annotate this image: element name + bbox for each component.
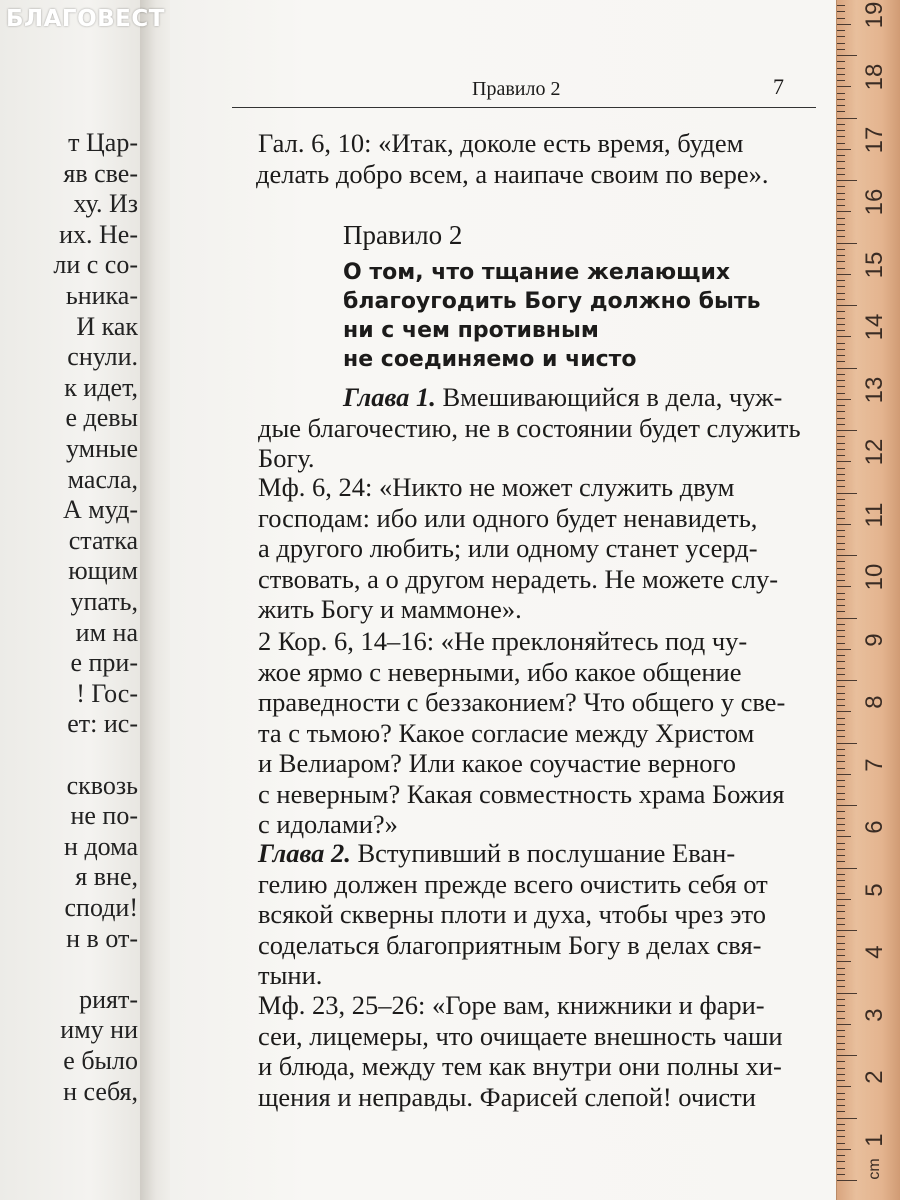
left-page-line: им на [75,617,138,647]
ruler-tick [837,268,845,269]
ruler-tick [837,893,845,894]
left-page [0,0,150,1200]
ruler-tick [837,1168,845,1169]
ruler-tick [837,499,845,500]
text-line: та с тьмою? Какое согласие между Христом [258,717,755,748]
ruler-tick [837,168,845,169]
ruler-tick [837,680,857,681]
ruler-tick [837,630,845,631]
text-line [258,382,820,413]
ruler-tick [837,1124,845,1125]
ruler-tick [837,311,845,312]
ruler-label: 6 [861,820,888,834]
text-line: а другого любить; или одному станет усерд- [258,533,758,563]
ruler-tick [837,1005,845,1006]
ruler-tick [837,655,845,656]
ruler-tick [837,468,845,469]
chapter-1 [258,382,820,474]
ruler-label: 4 [861,945,888,959]
ruler-tick [837,980,845,981]
ruler-tick [837,199,845,200]
ruler-tick [837,236,845,237]
ruler-tick [837,430,857,431]
ruler-tick [837,343,845,344]
ruler-tick [837,99,845,100]
ruler-tick [837,574,845,575]
rule-title [343,258,783,374]
left-page-line: упать, [70,587,138,616]
text-line: соделаться благоприятным Богу в делах свя- [258,929,762,960]
ruler-tick [837,543,845,544]
left-page-line: е девы [65,403,138,433]
ruler-tick [837,986,845,987]
ruler-tick [837,911,845,912]
left-page-line: не по- [70,801,138,831]
ruler-tick [837,1068,845,1069]
ruler-tick [837,711,851,712]
ruler-tick [837,605,845,606]
ruler-tick [837,80,845,81]
ruler-tick [837,299,845,300]
ruler-tick [837,30,845,31]
left-page-line: т Цар- [68,128,138,157]
ruler-tick [837,74,845,75]
ruler-label: 15 [861,251,888,278]
ruler-tick [837,1074,845,1075]
ruler-tick [837,1155,845,1156]
text-line: Мф. 6, 24: «Никто не может служить двум [258,472,735,502]
ruler-tick [837,486,845,487]
text-line: и Велиаром? Или какое соучастие верного [258,748,736,778]
ruler-tick [837,930,857,931]
left-page-line: иму ни [60,1015,138,1045]
ruler-tick [837,649,851,650]
ruler-tick [837,461,851,462]
ruler-tick [837,561,845,562]
ruler-tick [837,786,845,787]
ruler-tick [837,1036,845,1037]
ruler-tick [837,449,845,450]
ruler-tick [837,111,845,112]
text-line: Гал. 6, 10: «Итак, доколе есть время, будем [258,128,744,158]
ruler-tick [837,1149,851,1150]
left-page-line: ху. Из [73,189,138,219]
ruler-tick [837,68,845,69]
left-page-line: их. Не- [59,219,138,249]
ruler-tick [837,668,845,669]
text-line: тыни. [258,960,323,990]
ruler-tick [837,824,845,825]
ruler-tick [837,880,845,881]
ruler-tick [837,961,851,962]
ruler-tick [837,411,845,412]
left-page-line: яв све- [63,158,138,188]
ruler-tick [837,636,845,637]
ruler-tick [837,324,845,325]
ruler-tick [837,368,857,369]
ruler-tick [837,249,845,250]
ruler-label: 13 [861,376,888,403]
ruler-tick [837,761,845,762]
ruler-tick [837,118,857,119]
watermark-logo: БЛАГОВЕСТ [6,6,165,32]
ruler-tick [837,386,845,387]
ruler-tick [837,11,845,12]
ruler-tick [837,1049,845,1050]
ruler-tick [837,1180,857,1181]
ruler-tick [837,593,845,594]
ruler-tick [837,718,845,719]
left-page-line: снули. [67,342,138,372]
ruler-tick [837,374,845,375]
running-head-title: Правило 2 [472,78,561,100]
ruler-tick [837,524,851,525]
ruler-tick [837,861,845,862]
ruler-tick [837,611,845,612]
ruler-tick [837,1011,845,1012]
ruler-tick [837,549,845,550]
ruler-tick [837,161,845,162]
text-line: и блюда, между тем как внутри они полны хи- [258,1051,782,1081]
ruler-tick [837,955,845,956]
ruler-tick [837,536,845,537]
ruler-label: 1 [861,1132,888,1147]
chapter-2 [258,838,820,991]
ruler-tick [837,349,845,350]
ruler-tick [837,355,845,356]
ruler-tick [837,780,845,781]
text-line: с неверным? Какая совместность храма Божия [258,778,785,809]
ruler-tick [837,149,851,150]
running-head [232,74,816,104]
ruler-tick [837,755,845,756]
ruler-tick [837,5,845,6]
ruler-tick [837,455,845,456]
ruler-tick [837,730,845,731]
ruler-tick [837,868,857,869]
text-line: щения и неправды. Фарисей слепой! очисти [258,1081,756,1112]
ruler-tick [837,724,845,725]
ruler-tick [837,924,845,925]
ruler-tick [837,443,845,444]
ruler-tick [837,255,845,256]
ruler-tick [837,618,857,619]
ruler-tick [837,230,845,231]
ruler-tick [837,361,845,362]
text-line: ствовать, а о другом нерадеть. Не можете слу- [258,563,779,594]
ruler-tick [837,336,851,337]
left-page-line: ьника- [65,281,138,310]
ruler-tick [837,505,845,506]
ruler-tick [837,193,845,194]
ruler-tick [837,424,845,425]
ruler-tick [837,993,857,994]
ruler-label: 7 [861,757,888,772]
ruler-tick [837,93,845,94]
text-line: всякой скверны плоти и духа, чтобы чрез это [258,899,766,929]
left-page-line: е было [63,1046,138,1075]
ruler-tick [837,736,845,737]
left-page-line: ющим [68,556,138,586]
left-page-line: е при- [70,648,138,678]
ruler-tick [837,530,845,531]
text-line: дые благочестию, не в состоянии будет служить [258,412,801,443]
text-line: жить Богу и маммоне». [258,594,522,624]
verse-galatians [258,128,820,189]
ruler-tick [837,105,845,106]
left-page-line: н в от- [66,923,138,953]
ruler-tick [837,905,845,906]
ruler-tick [837,393,845,394]
ruler-tick [837,1086,851,1087]
left-page-line: ! Гос- [76,678,138,708]
ruler-tick [837,580,845,581]
header-rule [232,107,816,108]
ruler-tick [837,586,851,587]
ruler-tick [837,686,845,687]
rule-label: Правило 2 [343,220,463,250]
text-fragment: Вмешивающийся в дела, чуж- [435,382,783,412]
ruler-tick [837,280,845,281]
ruler-tick [837,399,851,400]
ruler-tick [837,1105,845,1106]
ruler-tick [837,1024,851,1025]
ruler-tick [837,874,845,875]
ruler-tick [837,1174,845,1175]
ruler-tick [837,674,845,675]
chapter-label: Глава 2. [258,838,351,868]
ruler-unit-label: cm [866,1158,883,1180]
ruler-tick [837,768,845,769]
ruler-label: 11 [861,502,888,527]
text-line: с идолами?» [258,809,398,839]
ruler-tick [837,293,845,294]
ruler-tick [837,849,845,850]
ruler-tick [837,749,845,750]
ruler-tick [837,511,845,512]
ruler-label: 3 [861,1007,888,1022]
ruler-tick [837,1093,845,1094]
ruler-tick [837,180,857,181]
ruler-tick [837,43,845,44]
ruler-tick [837,130,845,131]
left-page-line: А муд- [63,495,138,525]
text-line: праведности с беззаконием? Что общего у све- [258,687,786,717]
page-number: 7 [773,74,784,99]
ruler-tick [837,1130,845,1131]
left-page-line: умные [65,434,138,463]
text-line: Мф. 23, 25–26: «Горе вам, книжники и фари- [258,990,765,1020]
rule-title-line: О том, что тщание желающих [343,260,731,285]
ruler-tick [837,1018,845,1019]
ruler-tick [837,949,845,950]
ruler-tick [837,743,857,744]
ruler-tick [837,968,845,969]
ruler-tick [837,305,857,306]
ruler-tick [837,205,845,206]
text-line: Богу. [258,443,315,473]
ruler-tick [837,518,845,519]
left-page-line: к идет, [64,372,138,402]
ruler-tick [837,568,845,569]
ruler-tick [837,274,851,275]
ruler-tick [837,55,857,56]
rule-title-line: ни с чем противным [343,318,599,343]
ruler-tick [837,380,845,381]
ruler-tick [837,418,845,419]
left-page-line: ет: ис- [67,709,138,739]
ruler-tick [837,286,845,287]
text-line: гелию должен прежде всего очистить себя от [258,868,768,899]
ruler-tick [837,1136,845,1137]
ruler-label: 12 [861,438,888,466]
ruler-tick [837,1061,845,1062]
ruler-tick [837,774,851,775]
ruler-tick [837,599,845,600]
ruler-tick [837,224,845,225]
text-fragment: Вступивший в послушание Еван- [350,838,736,868]
ruler-tick [837,243,857,244]
ruler-tick [837,1080,845,1081]
ruler-tick [837,436,845,437]
ruler-tick [837,555,857,556]
ruler-tick [837,811,845,812]
left-page-line: н дома [64,831,138,861]
ruler-tick [837,799,845,800]
ruler-tick [837,1099,845,1100]
left-page-line: статка [68,525,138,555]
ruler-tick [837,830,845,831]
left-page-line: сквозь [66,770,138,800]
ruler-tick [837,899,851,900]
ruler-tick [837,493,857,494]
ruler-tick [837,124,845,125]
ruler-label: 19 [861,1,888,28]
ruler-label: 8 [861,695,888,709]
ruler-tick [837,974,845,975]
left-page-line: ли с со- [53,250,138,280]
ruler-tick [837,318,845,319]
ruler-tick [837,86,851,87]
ruler-tick [837,843,845,844]
ruler-tick [837,836,851,837]
ruler-tick [837,886,845,887]
text-line: жое ярмо с неверными, ибо какое общение [258,656,742,687]
ruler-tick [837,1030,845,1031]
ruler-label: 9 [861,632,888,647]
ruler-tick [837,936,845,937]
left-page-line: рият- [79,984,138,1014]
ruler-tick [837,186,845,187]
ruler-tick [837,661,845,662]
ruler-tick [837,1143,845,1144]
measuring-ruler [836,0,900,1200]
ruler-tick [837,155,845,156]
ruler-tick [837,405,845,406]
ruler-tick [837,793,845,794]
left-page-line: н себя, [63,1076,138,1106]
left-page-line: я вне, [75,862,138,892]
left-page-line: И как [76,311,138,341]
ruler-tick [837,1055,857,1056]
ruler-tick [837,855,845,856]
ruler-tick [837,699,845,700]
ruler-tick [837,805,857,806]
ruler-tick [837,1111,845,1112]
ruler-tick [837,818,845,819]
ruler-tick [837,1161,845,1162]
ruler-tick [837,624,845,625]
text-line [258,838,820,869]
ruler-tick [837,480,845,481]
text-line: делать добро всем, а наипаче своим по вере». [256,158,769,189]
ruler-tick [837,474,845,475]
ruler-tick [837,693,845,694]
left-page-line: споди! [64,893,138,922]
ruler-label: 2 [861,1070,888,1084]
text-line: сеи, лицемеры, что очищаете внешность чаши [258,1020,783,1051]
chapter-label: Глава 1. [343,382,436,412]
ruler-tick [837,643,845,644]
ruler-label: 14 [861,313,888,341]
verse-matthew-6 [258,472,820,625]
left-page-line: масла, [67,464,138,494]
ruler-label: 5 [861,882,888,897]
ruler-tick [837,49,845,50]
ruler-tick [837,218,845,219]
rule-title-line: благоугодить Богу должно быть [343,289,761,314]
text-line: господам: ибо или одного будет ненавидеть, [258,502,758,533]
ruler-tick [837,143,845,144]
text-line: 2 Кор. 6, 14–16: «Не преклоняйтесь под чу- [258,626,748,656]
ruler-tick [837,943,845,944]
ruler-tick [837,61,845,62]
ruler-label: 16 [861,188,888,216]
ruler-label: 18 [861,63,888,91]
ruler-tick [837,330,845,331]
ruler-tick [837,705,845,706]
verse-corinthians [258,626,820,840]
ruler-tick [837,136,845,137]
ruler-tick [837,18,845,19]
ruler-tick [837,918,845,919]
rule-title-line: не соединяемо и чисто [343,347,637,372]
ruler-tick [837,36,845,37]
ruler-tick [837,261,845,262]
ruler-label: 10 [861,563,888,591]
verse-matthew-23 [258,990,820,1112]
ruler-tick [837,211,851,212]
ruler-label: 17 [861,126,888,153]
ruler-tick [837,1043,845,1044]
ruler-tick [837,24,851,25]
ruler-tick [837,174,845,175]
ruler-tick [837,1118,857,1119]
ruler-tick [837,999,845,1000]
